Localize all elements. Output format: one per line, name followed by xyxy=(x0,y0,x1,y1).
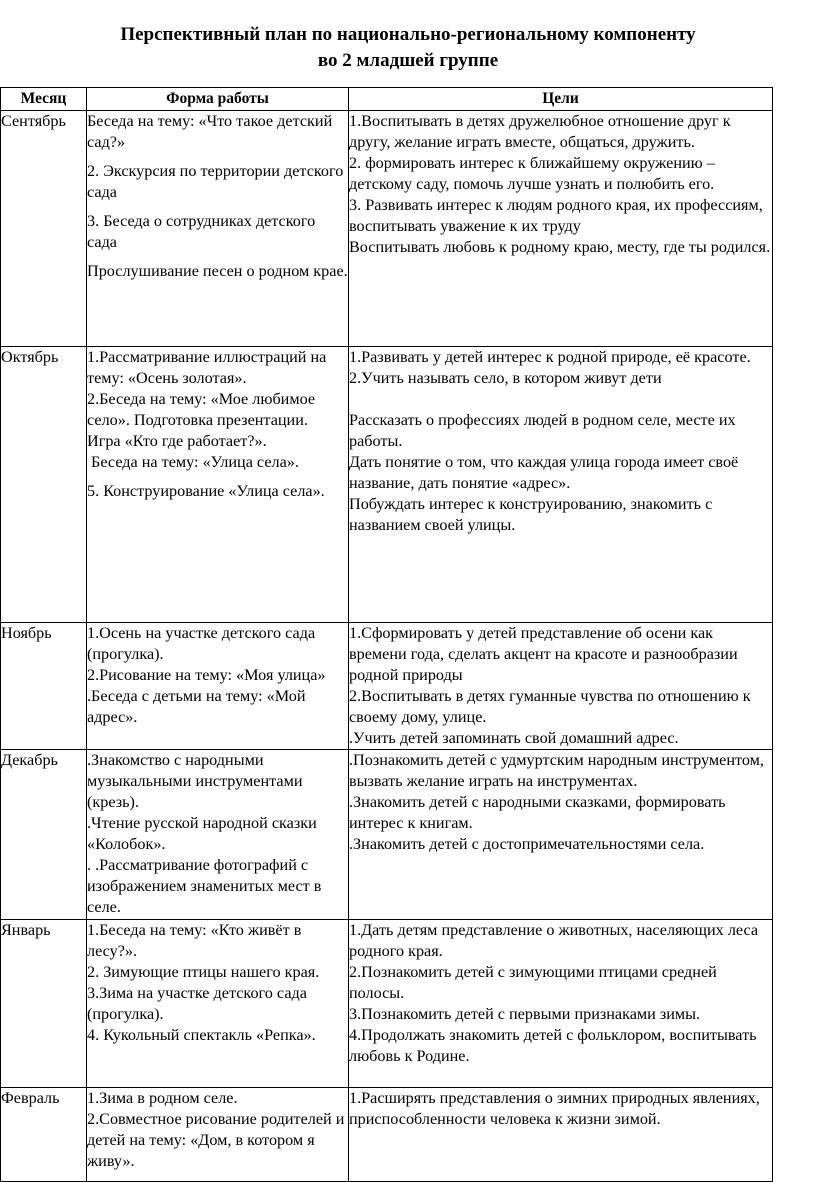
form-item: 2. Экскурсия по территории детского сада xyxy=(87,162,344,201)
goal-item: 1.Дать детям представление о животных, населяющих леса родного края. xyxy=(349,921,759,960)
goals-cell xyxy=(349,623,773,750)
title-line-2: во 2 младшей группе xyxy=(317,50,499,71)
goal-item: 2.Учить называть село, в котором живут дети xyxy=(349,369,662,387)
table-row xyxy=(1,111,773,347)
form-item: 1.Рассматривание иллюстраций на тему: «Осень золотая». xyxy=(87,348,327,387)
month-cell: Февраль xyxy=(1,1088,87,1182)
document-title xyxy=(0,22,816,74)
forms-cell xyxy=(87,623,349,750)
table-row xyxy=(1,347,773,623)
form-item: Прослушивание песен о родном крае. xyxy=(87,262,348,280)
goal-item: 2. формировать интерес к ближайшему окружению – детскому саду, помочь лучше узнать и полюбить его. xyxy=(349,154,715,193)
form-item: 1.Беседа на тему: «Кто живёт в лесу?». xyxy=(87,921,302,960)
forms-cell xyxy=(87,111,349,347)
form-item: 5. Конструирование «Улица села». xyxy=(87,482,325,500)
form-item: .Чтение русской народной сказки «Колобок». xyxy=(87,814,317,853)
goals-cell xyxy=(349,920,773,1088)
form-item: .Беседа с детьми на тему: «Мой адрес». xyxy=(87,687,306,726)
goal-item: 3.Познакомить детей с первыми признаками зимы. xyxy=(349,1005,701,1023)
goal-item: Воспитывать любовь к родному краю, месту, где ты родился. xyxy=(349,238,771,256)
goal-item: Рассказать о профессиях людей в родном селе, месте их работы. xyxy=(349,411,736,450)
goal-item: 1.Сформировать у детей представление об осени как времени года, сделать акцент на красоте и разнообразии родной природы xyxy=(349,624,738,684)
goal-item: 1.Развивать у детей интерес к родной природе, её красоте. xyxy=(349,348,751,366)
form-item: .Знакомство с народными музыкальными инструментами (крезь). xyxy=(87,751,303,811)
month-cell: Сентябрь xyxy=(1,111,87,347)
goal-item: 3. Развивать интерес к людям родного края, их профессиям, воспитывать уважение к их труду xyxy=(349,196,763,235)
plan-table xyxy=(0,87,773,1182)
goals-cell xyxy=(349,347,773,623)
goal-item: 2.Воспитывать в детях гуманные чувства по отношению к своему дому, улице. xyxy=(349,687,751,726)
month-cell: Октябрь xyxy=(1,347,87,623)
goals-cell xyxy=(349,111,773,347)
goal-item: 1.Воспитывать в детях дружелюбное отношение друг к другу, желание играть вместе, общаться, дружить. xyxy=(349,112,731,151)
goal-item: .Знакомить детей с народными сказками, формировать интерес к книгам. xyxy=(349,793,726,832)
goal-item: .Познакомить детей с удмуртским народным инструментом, вызвать желание играть на инструментах. xyxy=(349,751,764,790)
form-item: 2.Рисование на тему: «Моя улица» xyxy=(87,666,326,684)
form-item: 4. Кукольный спектакль «Репка». xyxy=(87,1026,316,1044)
header-forms: Форма работы xyxy=(87,88,349,111)
table-row xyxy=(1,1088,773,1182)
header-month: Месяц xyxy=(1,88,87,111)
title-line-1: Перспективный план по национально-региональному компоненту xyxy=(120,24,696,45)
form-item: 3. Беседа о сотрудниках детского сада xyxy=(87,212,316,251)
goal-item: Дать понятие о том, что каждая улица города имеет своё название, дать понятие «адрес». xyxy=(349,453,739,492)
goals-cell xyxy=(349,1088,773,1182)
form-item: Беседа на тему: «Что такое детский сад?» xyxy=(87,112,333,151)
month-cell: Декабрь xyxy=(1,750,87,920)
goal-item: .Учить детей запоминать свой домашний адрес. xyxy=(349,729,679,747)
table-row xyxy=(1,623,773,750)
goal-item: 4.Продолжать знакомить детей с фольклором, воспитывать любовь к Родине. xyxy=(349,1026,757,1065)
forms-cell xyxy=(87,920,349,1088)
goal-item: .Знакомить детей с достопримечательностями села. xyxy=(349,835,705,853)
forms-cell xyxy=(87,347,349,623)
goals-cell xyxy=(349,750,773,920)
forms-cell xyxy=(87,750,349,920)
form-item: 2.Совместное рисование родителей и детей на тему: «Дом, в котором я живу». xyxy=(87,1110,345,1170)
header-row xyxy=(1,88,773,111)
table-row xyxy=(1,920,773,1088)
month-cell: Январь xyxy=(1,920,87,1088)
form-item: 2.Беседа на тему: «Мое любимое село». Подготовка презентации. xyxy=(87,390,316,429)
month-cell: Ноябрь xyxy=(1,623,87,750)
header-goals: Цели xyxy=(349,88,773,111)
goal-item: Побуждать интерес к конструированию, знакомить с названием своей улицы. xyxy=(349,495,713,534)
form-item: 2. Зимующие птицы нашего края. xyxy=(87,963,320,981)
form-item: 3.Зима на участке детского сада (прогулка). xyxy=(87,984,307,1023)
forms-cell xyxy=(87,1088,349,1182)
form-item: Игра «Кто где работает?». xyxy=(87,432,267,450)
form-item: 1.Осень на участке детского сада (прогулка). xyxy=(87,624,316,663)
goal-item: 2.Познакомить детей с зимующими птицами средней полосы. xyxy=(349,963,717,1002)
table-row xyxy=(1,750,773,920)
goal-item: 1.Расширять представления о зимних природных явлениях, приспособленности человека к жизни зимой. xyxy=(349,1089,760,1128)
form-item: 1.Зима в родном селе. xyxy=(87,1089,238,1107)
form-item: . .Рассматривание фотографий с изображением знаменитых мест в селе. xyxy=(87,856,322,916)
form-item: Беседа на тему: «Улица села». xyxy=(87,453,299,471)
